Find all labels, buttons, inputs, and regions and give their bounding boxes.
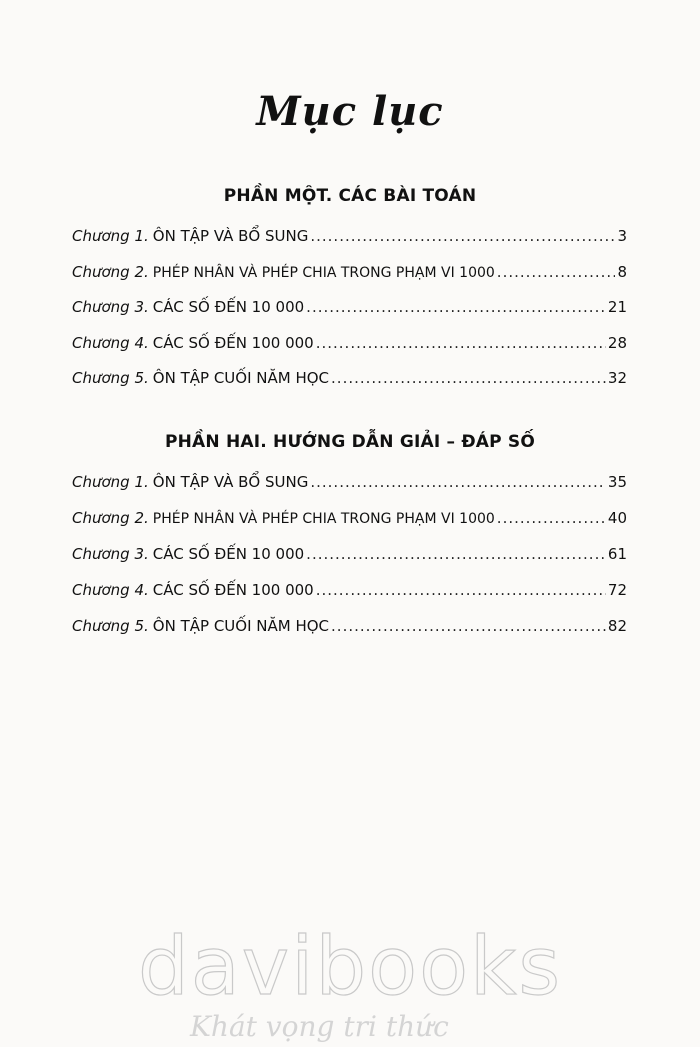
chapter-title: ÔN TẬP VÀ BỔ SUNG [152, 473, 309, 491]
dot-leader [310, 473, 606, 491]
toc-entry [72, 263, 627, 281]
dot-leader [310, 227, 615, 245]
chapter-label: Chương 3. [72, 545, 149, 563]
page-number: 32 [607, 369, 627, 387]
toc-entry [72, 617, 627, 635]
chapter-label: Chương 3. [72, 298, 149, 316]
page-title: Mục lục [256, 88, 444, 135]
chapter-label: Chương 5. [72, 617, 149, 635]
dot-leader [316, 334, 606, 352]
part-heading-one: PHẦN MỘT. CÁC BÀI TOÁN [223, 186, 477, 206]
page-number: 8 [617, 263, 627, 281]
chapter-label: Chương 1. [72, 473, 149, 491]
toc-entry [72, 334, 627, 352]
toc-entry [72, 369, 627, 387]
part-heading-two: PHẦN HAI. HƯỚNG DẪN GIẢI – ĐÁP SỐ [164, 432, 536, 452]
chapter-title: CÁC SỐ ĐẾN 10 000 [152, 298, 305, 316]
chapter-title: PHÉP NHÂN VÀ PHÉP CHIA TRONG PHẠM VI 1000 [152, 511, 495, 527]
chapter-title: ÔN TẬP CUỐI NĂM HỌC [152, 369, 330, 387]
chapter-title: CÁC SỐ ĐẾN 100 000 [152, 334, 314, 352]
chapter-label: Chương 4. [72, 581, 149, 599]
dot-leader [306, 545, 606, 563]
chapter-label: Chương 4. [72, 334, 149, 352]
page-number: 3 [617, 227, 627, 245]
chapter-title: ÔN TẬP CUỐI NĂM HỌC [152, 617, 330, 635]
toc-entry [72, 545, 627, 563]
toc-entry [72, 227, 627, 245]
page-number: 40 [607, 509, 627, 527]
chapter-label: Chương 1. [72, 227, 149, 245]
page-number: 21 [607, 298, 627, 316]
chapter-label: Chương 2. [72, 509, 149, 527]
toc-entry [72, 509, 627, 527]
toc-entry [72, 581, 627, 599]
chapter-label: Chương 2. [72, 263, 149, 281]
page-number: 61 [607, 545, 627, 563]
chapter-title: PHÉP NHÂN VÀ PHÉP CHIA TRONG PHẠM VI 1000 [152, 265, 495, 281]
toc-entry [72, 298, 627, 316]
chapter-title: ÔN TẬP VÀ BỔ SUNG [152, 227, 309, 245]
watermark-brand: davibooks [137, 920, 563, 1013]
page-number: 82 [607, 617, 627, 635]
page-number: 35 [607, 473, 627, 491]
dot-leader [331, 369, 606, 387]
toc-entry [72, 473, 627, 491]
watermark-slogan: Khát vọng tri thức [190, 1010, 449, 1043]
dot-leader [316, 581, 606, 599]
dot-leader [497, 263, 616, 281]
dot-leader [497, 509, 606, 527]
chapter-title: CÁC SỐ ĐẾN 100 000 [152, 581, 314, 599]
dot-leader [306, 298, 606, 316]
chapter-label: Chương 5. [72, 369, 149, 387]
page-number: 28 [607, 334, 627, 352]
chapter-title: CÁC SỐ ĐẾN 10 000 [152, 545, 305, 563]
dot-leader [331, 617, 606, 635]
page-number: 72 [607, 581, 627, 599]
